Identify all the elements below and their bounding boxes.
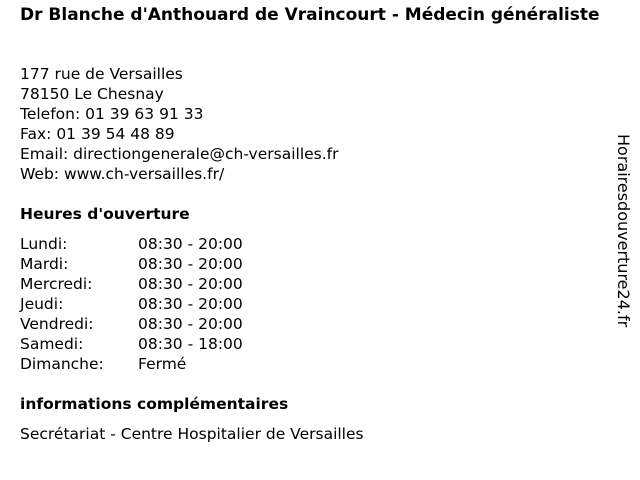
day-label: Vendredi: bbox=[20, 315, 94, 333]
day-label: Jeudi: bbox=[20, 295, 64, 313]
hours-row-monday bbox=[20, 234, 243, 254]
time-value: 08:30 - 18:00 bbox=[138, 335, 243, 353]
street-address: 177 rue de Versailles bbox=[20, 65, 183, 83]
time-value: 08:30 - 20:00 bbox=[138, 275, 243, 293]
opening-hours-table bbox=[20, 234, 243, 374]
day-label: Dimanche: bbox=[20, 355, 104, 373]
hours-row-tuesday bbox=[20, 254, 243, 274]
hours-row-sunday bbox=[20, 354, 243, 374]
phone-number[interactable]: Telefon: 01 39 63 91 33 bbox=[20, 105, 204, 123]
site-watermark: Horairesdouverture24.fr bbox=[614, 134, 633, 328]
hours-row-wednesday bbox=[20, 274, 243, 294]
day-label: Mardi: bbox=[20, 255, 69, 273]
fax-number: Fax: 01 39 54 48 89 bbox=[20, 125, 175, 143]
hours-row-thursday bbox=[20, 294, 243, 314]
time-value: 08:30 - 20:00 bbox=[138, 255, 243, 273]
time-value: 08:30 - 20:00 bbox=[138, 235, 243, 253]
city-postal-code: 78150 Le Chesnay bbox=[20, 85, 164, 103]
contact-block bbox=[20, 64, 339, 184]
website-link[interactable]: Web: www.ch-versailles.fr/ bbox=[20, 165, 225, 183]
email-address[interactable]: Email: directiongenerale@ch-versailles.fr bbox=[20, 145, 339, 163]
time-value: 08:30 - 20:00 bbox=[138, 295, 243, 313]
opening-hours-heading: Heures d'ouverture bbox=[20, 205, 190, 223]
page-title: Dr Blanche d'Anthouard de Vraincourt - Médecin généraliste bbox=[20, 5, 600, 25]
day-label: Samedi: bbox=[20, 335, 84, 353]
day-label: Mercredi: bbox=[20, 275, 93, 293]
additional-info-heading: informations complémentaires bbox=[20, 395, 289, 413]
time-value: Fermé bbox=[138, 355, 187, 373]
day-label: Lundi: bbox=[20, 235, 68, 253]
hours-row-friday bbox=[20, 314, 243, 334]
time-value: 08:30 - 20:00 bbox=[138, 315, 243, 333]
hours-row-saturday bbox=[20, 334, 243, 354]
additional-info-text: Secrétariat - Centre Hospitalier de Versailles bbox=[20, 425, 364, 443]
